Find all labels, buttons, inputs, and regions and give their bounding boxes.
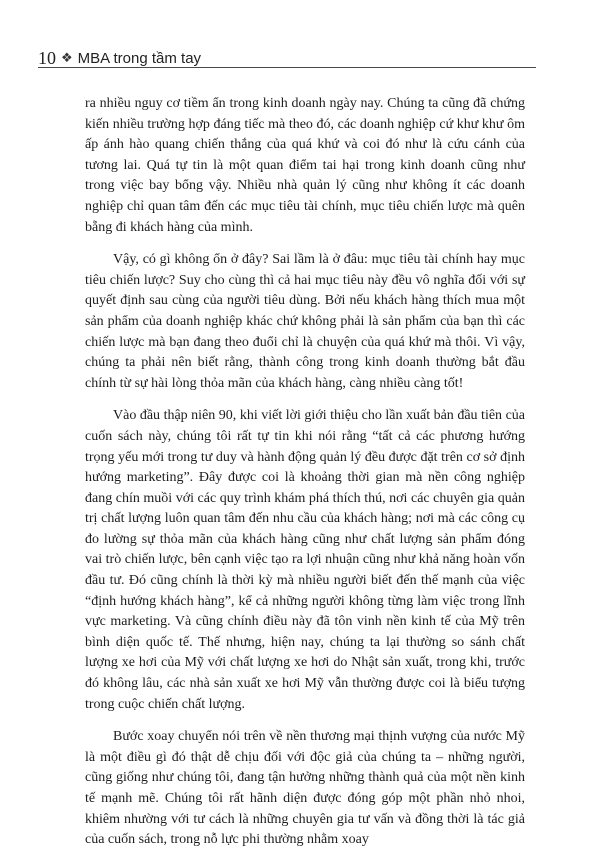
paragraph: Vậy, có gì không ổn ở đây? Sai lầm là ở đâu: mục tiêu tài chính hay mục tiêu chiến lược? Suy cho cùng thì cả hai mục tiêu này đều vô nghĩa đối với sự quyết định sau cùng của người tiêu dùng. Bởi nếu khách hàng thích mua một sản phẩm của doanh nghiệp khác chứ không phải là sản phẩm của bạn thì các chiến lược mà bạn đang theo đuổi chỉ là chuyện của quá khứ mà thôi. Vì vậy, chúng ta phải nên biết rằng, thành công trong kinh doanh thường bắt đầu chính từ sự hài lòng thỏa mãn của khách hàng, càng nhiều càng tốt!: [85, 252, 525, 391]
paragraph: ra nhiều nguy cơ tiềm ẩn trong kinh doanh ngày nay. Chúng ta cũng đã chứng kiến nhiều trường hợp đáng tiếc mà theo đó, các doanh nghiệp cứ khư khư ôm ấp ánh hào quang chiến thắng của quá khứ và coi đó như là cứu cánh của tương lai. Quá tự tin là một quan điểm tai hại trong kinh doanh cũng như trong việc bay bổng vậy. Nhiều nhà quản lý cũng như không ít các doanh nghiệp chỉ quan tâm đến các mục tiêu tài chính, mục tiêu chiến lược mà quên bẵng đi khách hàng của mình.: [85, 96, 525, 235]
paragraph: Vào đầu thập niên 90, khi viết lời giới thiệu cho lần xuất bản đầu tiên của cuốn sách này, chúng tôi rất tự tin khi nói rằng “tất cả các phương hướng trọng yếu mới trong tư duy và hành động quản lý đều được đặt trên cơ sở định hướng marketing”. Đây được coi là khoảng thời gian mà nền công nghiệp đang chín muồi với các quy trình khám phá thích thú, nơi các chuyên gia quản trị chất lượng luôn quan tâm đến nhu cầu của khách hàng; nơi mà các công cụ đo lường sự thỏa mãn của khách hàng cũng như chất lượng sản phẩm đóng vai trò chiến lược, bên cạnh việc tạo ra lợi nhuận cũng như khả năng hoàn vốn đầu tư. Đó cũng chính là thời kỳ mà nhiều người biết đến thế mạnh của việc “định hướng khách hàng”, kể cả những người không từng làm việc trong lĩnh vực marketing. Và cũng chính điều này đã tôn vinh nền kinh tế của Mỹ trên bình diện quốc tế. Thế nhưng, hiện nay, chúng ta lại thường so sánh chất lượng xe hơi của Mỹ với chất lượng xe hơi do Nhật sản xuất, trong khi, trước đó không lâu, các nhà sản xuất xe hơi Mỹ vẫn thường được coi là biểu tượng trong cuộc chiến chất lượng.: [85, 408, 525, 712]
running-header: [38, 44, 538, 68]
page-number: 10: [38, 48, 56, 68]
paragraph: Bước xoay chuyển nói trên về nền thương mại thịnh vượng của nước Mỹ là một điều gì đó thật dễ chịu đối với độc giả của chúng ta – những người, cũng giống như chúng tôi, đang tận hưởng những thành quả của một nền kinh tế mạnh mẽ. Chúng tôi rất hãnh diện được đóng góp một phần nhỏ nhoi, khiêm nhường với tư cách là những chuyên gia tư vấn và đồng thời là tác giả của cuốn sách, trong nỗ lực phi thường nhằm xoay: [85, 729, 525, 848]
header-rule: [38, 67, 536, 68]
diamond-ornament-icon: ❖: [61, 51, 73, 66]
body-text: [85, 94, 525, 851]
book-title: MBA trong tầm tay: [77, 50, 202, 67]
